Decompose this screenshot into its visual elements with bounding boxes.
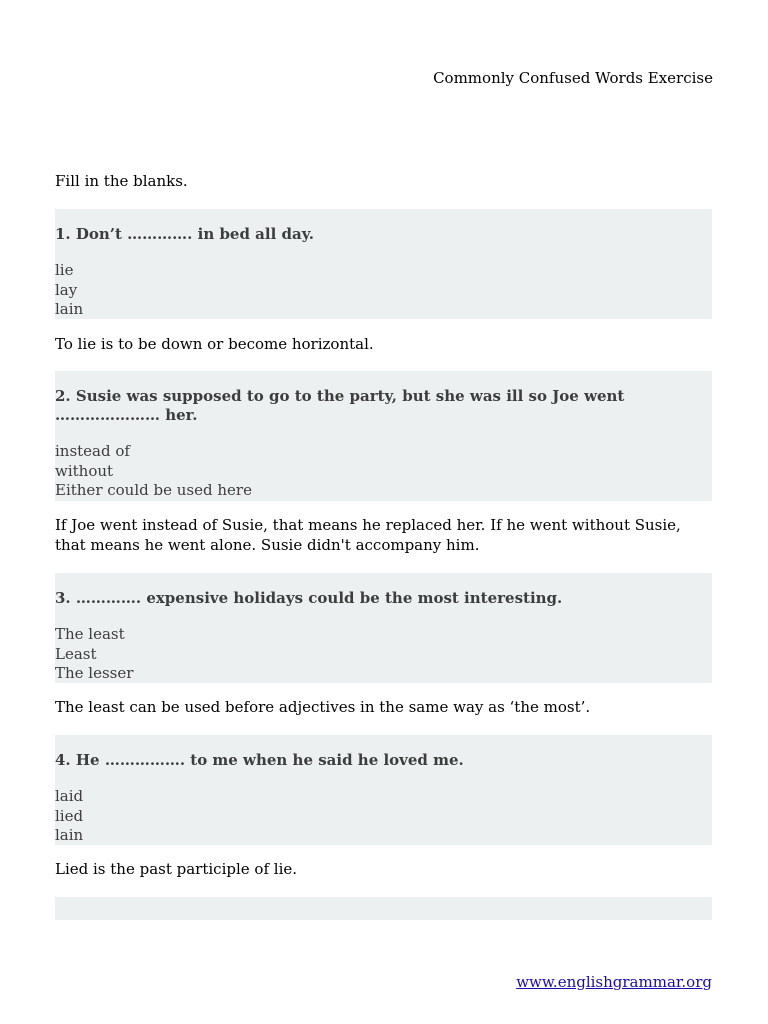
question-block-2: [55, 371, 712, 501]
option[interactable]: without: [55, 461, 114, 480]
question-text: 4. He ……………. to me when he said he loved me.: [55, 751, 464, 769]
question-block-3: [55, 573, 712, 683]
question-text: 1. Don’t …………. in bed all day.: [55, 225, 314, 243]
option[interactable]: Either could be used here: [55, 481, 252, 499]
option[interactable]: The lesser: [55, 664, 134, 682]
question-text: 2. Susie was supposed to go to the party, but she was ill so Joe went ………………… her.: [55, 387, 625, 424]
option[interactable]: The least: [55, 625, 125, 643]
options-list: [55, 625, 712, 684]
question-text: 3. …………. expensive holidays could be the most interesting.: [55, 589, 563, 607]
explanation-text: To lie is to be down or become horizontal.: [55, 335, 374, 353]
empty-question-block: [55, 897, 712, 920]
options-list: [55, 787, 712, 846]
option[interactable]: laid: [55, 787, 84, 805]
header-title: Commonly Confused Words Exercise: [433, 69, 713, 87]
footer-link[interactable]: www.englishgrammar.org: [516, 973, 712, 991]
option[interactable]: lied: [55, 806, 84, 825]
question-block-1: [55, 209, 712, 319]
options-list: [55, 442, 712, 501]
question-block-4: [55, 735, 712, 845]
explanation-text: If Joe went instead of Susie, that means he replaced her. If he went without Susie, that means he went alone. Susie didn't accompany him.: [55, 516, 681, 554]
option[interactable]: lain: [55, 826, 84, 844]
option[interactable]: instead of: [55, 442, 130, 460]
instructions-text: Fill in the blanks.: [55, 172, 188, 190]
explanation-text: Lied is the past participle of lie.: [55, 860, 298, 878]
options-list: [55, 261, 712, 320]
option[interactable]: lie: [55, 261, 74, 279]
option[interactable]: lain: [55, 300, 84, 318]
option[interactable]: lay: [55, 280, 78, 299]
explanation-text: The least can be used before adjectives in the same way as ‘the most’.: [55, 698, 591, 716]
option[interactable]: Least: [55, 644, 97, 663]
